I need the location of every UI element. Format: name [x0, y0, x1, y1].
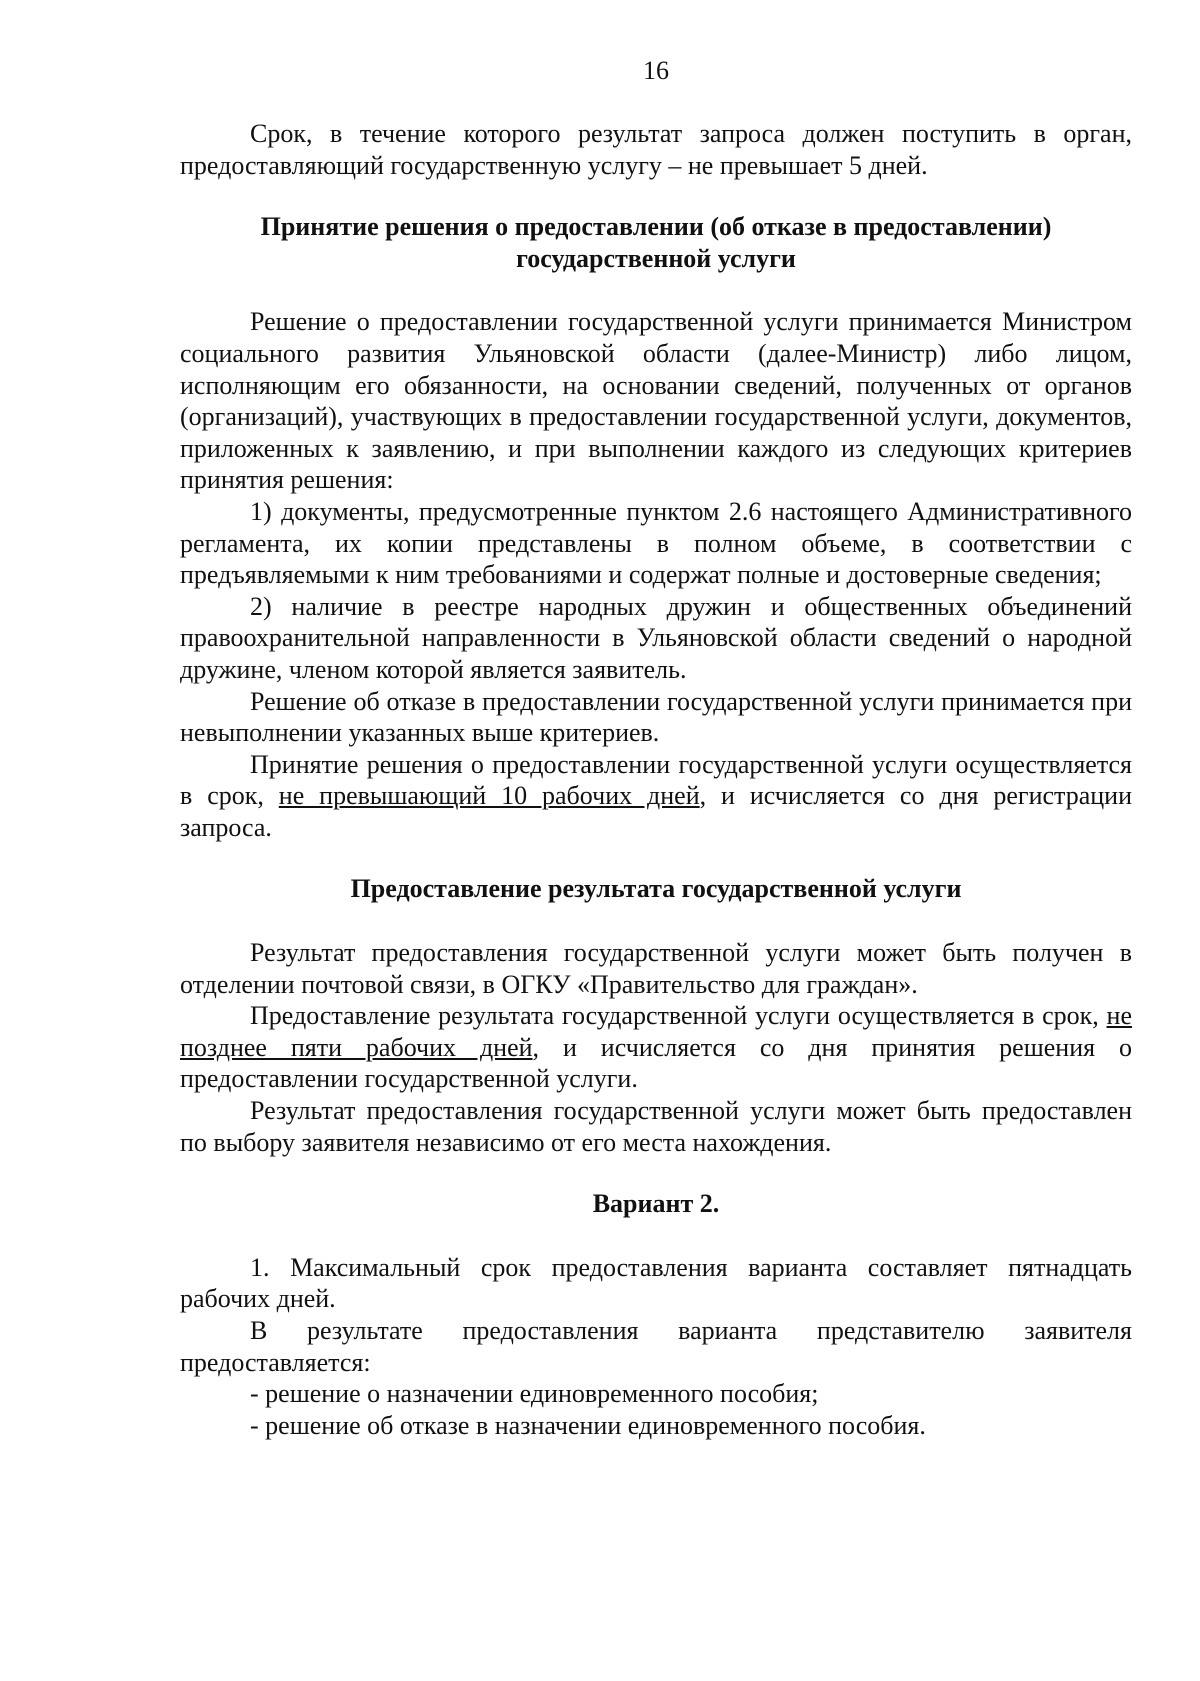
result-term-underlined: не позднее пяти рабочих дней [180, 1001, 1132, 1062]
decision-term-underlined: не превышающий 10 рабочих дней [278, 781, 700, 811]
page-number: 16 [643, 56, 669, 85]
section-heading-decision [180, 211, 1132, 274]
criteria-item-1: 1) документы, предусмотренные пунктом 2.6 настоящего Административного регламента, их копии представлены в полном объеме, в соответствии с предъявляемыми к ним требованиями и содержат полные и достоверные сведения; [180, 496, 1132, 590]
variant-paragraph-2: В результате предоставления варианта представителю заявителя предоставляется: [180, 1316, 1132, 1377]
decision-paragraph: Решение о предоставлении государственной услуги принимается Министром социального развития Ульяновской области (далее-Министр) либо лицом, исполняющим его обязанности, на основании сведений, полученных от органов (организаций), участвующих в предоставлении государственной услуги, документов, приложенных к заявлению, и при выполнении каждого из следующих критериев принятия решения: [180, 307, 1132, 495]
result-paragraph-2 [180, 1000, 1132, 1095]
decision-term-text-after: , и исчисляется со дня регистрации запроса. [180, 781, 1132, 842]
heading-decision-line2: государственной услуги [516, 243, 796, 273]
section-heading-result: Предоставление результата государственной услуги [350, 874, 962, 904]
result-term-text-before: в срок, [1022, 1001, 1107, 1031]
refusal-paragraph: Решение об отказе в предоставлении государственной услуги принимается при невыполнении указанных выше критериев. [180, 686, 1132, 748]
variant-bullet-1: - решение о назначении единовременного пособия; [250, 1379, 819, 1409]
heading-decision-line1: Принятие решения о предоставлении (об отказе в предоставлении) [260, 212, 1052, 242]
variant-bullet-2: - решение об отказе в назначении единовременного пособия. [250, 1410, 926, 1440]
result-paragraph-3: Результат предоставления государственной услуги может быть предоставлен по выбору заявителя независимо от его места нахождения. [180, 1096, 1132, 1157]
document-page [180, 56, 1132, 1441]
decision-term-text-before: Принятие решения о предоставлении государственной услуги осуществляется в срок, [180, 749, 1132, 811]
section-heading-variant: Вариант 2. [592, 1189, 720, 1219]
intro-paragraph: Срок, в течение которого результат запроса должен поступить в орган, предоставляющий государственную услугу – не превышает 5 дней. [180, 119, 1132, 180]
result-paragraph-1: Результат предоставления государственной услуги может быть получен в отделении почтовой связи, в ОГКУ «Правительство для граждан». [180, 938, 1132, 999]
result-paragraph-2-line1: Предоставление результата государственной услуги осуществляется [250, 1001, 1015, 1031]
criteria-item-2: 2) наличие в реестре народных дружин и общественных объединений правоохранительной направленности в Ульяновской области сведений о народной дружине, членом которой является заявитель. [180, 591, 1132, 684]
result-term-text-after: , и исчисляется со дня принятия решения о предоставлении государственной услуги. [180, 1032, 1132, 1094]
variant-paragraph-1: 1. Максимальный срок предоставления варианта составляет пятнадцать рабочих дней. [180, 1252, 1132, 1314]
decision-term-paragraph [180, 749, 1132, 844]
